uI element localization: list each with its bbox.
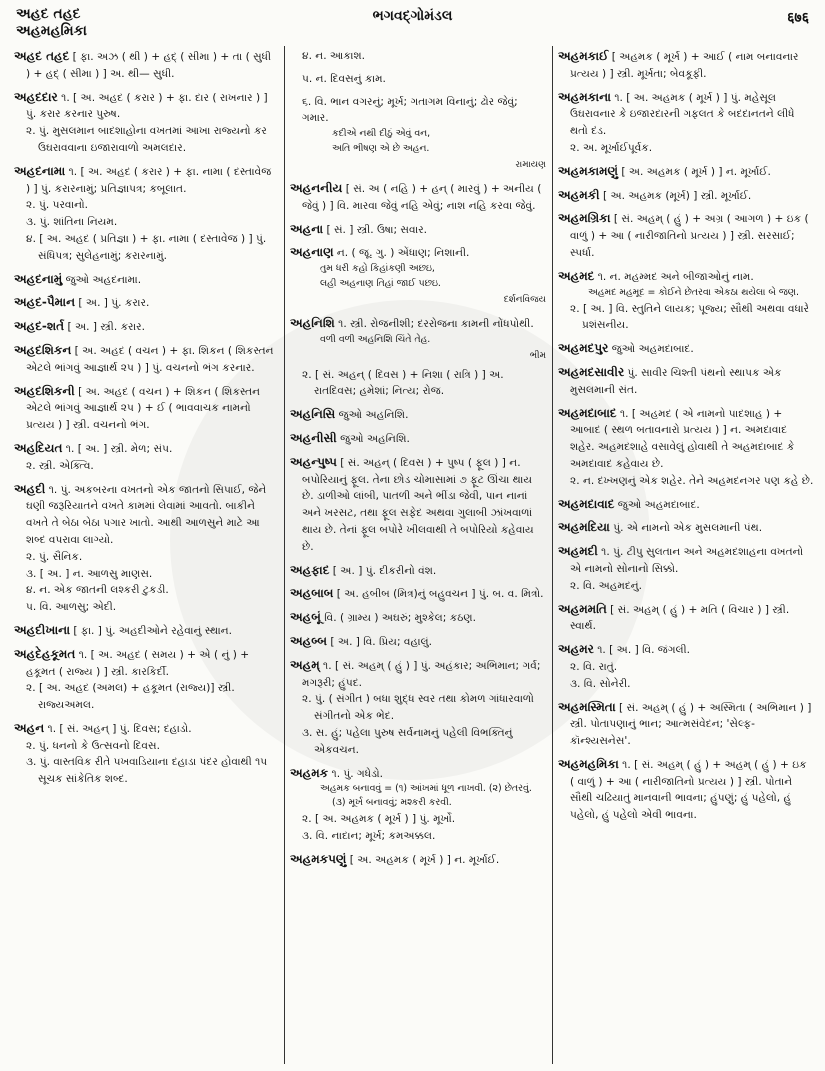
entry-definition: જુઓ અહદનામા. bbox=[62, 273, 142, 286]
entry-headword: અહમદિયા bbox=[558, 520, 610, 535]
entry-definition: ૧. સ્ત્રી. રોજનીશી; દરરોજના કામની નોંધપોથી. bbox=[334, 317, 534, 330]
entry-definition: [ અ. અહદ ( વચન ) + શિકન ( શિકસ્તન એટલે ભાંગવું આજ્ઞાર્થ ૨પ ) + ઈ ( ભાવવાચક નામનો પ્રત્યય ) ] સ્ત્રી. વચનનો ભંગ. bbox=[26, 385, 261, 432]
entry-headword: અહદ તહદ bbox=[14, 49, 70, 63]
entry-definition: [ અ. ] પું. કરાર. bbox=[75, 297, 150, 310]
column-3 bbox=[558, 48, 814, 1064]
entry-definition: [ અહમક ( મૂર્ખ ) + આઈ ( નામ બનાવનાર પ્રત્યય ) ] સ્ત્રી. મૂર્ખતા; બેવકૂફી. bbox=[570, 51, 799, 80]
entry-subsense: ૨. ન. દખ્ખણનું એક શહેર. તેને અહમદનગર પણ કહે છે. bbox=[570, 474, 814, 487]
dictionary-entry bbox=[14, 48, 278, 83]
dictionary-entry bbox=[290, 406, 546, 424]
dictionary-entry bbox=[290, 315, 546, 400]
entry-definition: ૧. [ અ. ] સ્ત્રી. મેળ; સંપ. bbox=[62, 442, 173, 455]
dictionary-entry bbox=[290, 244, 546, 309]
entry-subsense: ૨. વિ. રાતું. bbox=[570, 660, 618, 673]
entry-headword: અહમહમિકા bbox=[558, 756, 619, 771]
dictionary-entry bbox=[558, 89, 814, 157]
entry-definition: ન. ( જૂ. ગુ. ) એંધાણ; નિશાની. bbox=[333, 247, 470, 260]
dictionary-entry bbox=[558, 601, 814, 636]
entry-definition: [ અ. ] વિ. પ્રિય; વહાલું. bbox=[327, 635, 433, 648]
entry-subsense: ૨. [ અ. ] વિ. સ્તુતિને લાયક; પૂજ્ય; સૌથી અથવા વધારે પ્રશંસનીય. bbox=[570, 302, 810, 332]
entry-subsense: ૪. [ અ. અહદ ( પ્રતિજ્ઞા ) + ફા. નામા ( દસ્તાવેજ ) ] પું. સંધિપત્ર; સુલેહનામું; કરારનામું. bbox=[26, 232, 267, 262]
entry-headword: અહબૂં bbox=[290, 610, 321, 625]
dictionary-entry bbox=[290, 609, 546, 627]
entry-headword: અહમમતિ bbox=[558, 601, 607, 616]
entry-subsense: ૨. પું. સૈનિક. bbox=[26, 550, 83, 563]
dictionary-entry bbox=[290, 765, 546, 845]
entry-headword: અહદશિકની bbox=[14, 383, 75, 398]
book-title: ભગવદ્ગોમંડલ bbox=[372, 8, 453, 24]
dictionary-entry bbox=[558, 163, 814, 181]
entry-definition: [ અ. ] પું. દીકરીનો વંશ. bbox=[329, 564, 437, 577]
entry-definition: [ સં. ] સ્ત્રી. ઉષા; સવાર. bbox=[323, 223, 428, 236]
entry-subsense: ૨. પું. મુસલમાન બાદશાહોના વખતમાં આખા રાજ્યનો કર ઉઘરાવવાના ઇજારાવાળો અમલદાર. bbox=[26, 125, 267, 154]
entry-headword: અહદ-શર્ત bbox=[14, 319, 65, 334]
entry-headword: અહમસ્મિતા bbox=[558, 699, 616, 714]
dictionary-entry bbox=[558, 268, 814, 334]
entry-headword: અહદી bbox=[14, 481, 46, 496]
entry-definition: ૧. [ અ. અહમક ( મૂર્ખ ) ] પું. મહેસૂલ ઉઘરાવનાર કે ઇજારદારની ગફલત કે બદદાનતને લીધે થતો દંડ. bbox=[570, 91, 795, 138]
entry-headword: અહમર bbox=[558, 642, 594, 657]
entry-headword: અહબ્બ bbox=[290, 633, 328, 648]
entry-definition: ૧. ન. મહમ્મદ અને બીજાઓનું નામ. bbox=[594, 270, 754, 283]
dictionary-entry bbox=[14, 294, 278, 312]
entry-definition: ૧. [ અહમદ ( એ નામનો પાદશાહ ) + આબાદ ( સ્થળ બતાવનારો પ્રત્યય ) ] ન. અમદાવાદ શહેર. અહમદશાહે વસાવેલું હોવાથી તે અહમદાબાદ કે અમદાવાદ કહેવાય છે. bbox=[570, 407, 795, 470]
entry-subsense: ૩. વિ. સોનેરી. bbox=[570, 677, 631, 690]
entry-definition: ૧. [ અ. અહદ ( કરાર ) + ફા. નામા ( દસ્તાવેજ ) ] પું. કરારનામું; પ્રતિજ્ઞાપત્ર; કબૂલાત. bbox=[26, 165, 272, 195]
entry-definition: વિ. ( ગ્રામ્ય ) અઘરું; મુશ્કેલ; કઠણ. bbox=[320, 612, 476, 625]
entry-headword: અહનીસી bbox=[290, 430, 337, 445]
entry-definition: ૧. [ સં. અહન્ ] પું. દિવસ; દહાડો. bbox=[44, 722, 192, 735]
entry-definition: [ સં. અ ( નહિ ) + હન્ ( મારવું ) + અનીય ( જેવું ) ] વિ. મારવા જેવું નહિ એવું; નાશ નહિ કરવા જેવું. bbox=[302, 182, 542, 212]
entry-quotation: લહી અહનાણ તિહાં જાઈ પછઇ. bbox=[320, 278, 441, 290]
entry-definition: [ અ. અહમક ( મૂર્ખ ) ] ન. મૂર્ખાઈ. bbox=[346, 853, 500, 866]
entry-headword: અહદિયત bbox=[14, 440, 63, 455]
column-1 bbox=[14, 48, 278, 1064]
entry-headword: અહનનીય bbox=[290, 180, 343, 195]
entry-subsense: ૨. પું. ( સંગીત ) બધા શુદ્ધ સ્વર તથા કોમળ ગાંધારવાળો સંગીતનો એક ભેદ. bbox=[302, 693, 534, 723]
dictionary-entry bbox=[14, 271, 278, 289]
entry-headword: અહમદાવાદ bbox=[558, 496, 615, 511]
column-divider bbox=[284, 46, 285, 1064]
dictionary-entry bbox=[290, 94, 546, 174]
entry-headword: અહદેહકૂમત bbox=[14, 646, 76, 661]
entry-headword: અહનિસિ bbox=[290, 407, 336, 422]
dictionary-entry bbox=[14, 481, 278, 616]
dictionary-entry bbox=[290, 221, 546, 239]
dictionary-entry bbox=[558, 340, 814, 358]
entry-definition: ૧. [ અ. ] વિ. જંગલી. bbox=[593, 644, 690, 657]
entry-headword: અહના bbox=[290, 221, 324, 236]
entry-headword: અહમદ bbox=[558, 268, 595, 283]
entry-definition: પું. એ નામનો એક મુસલમાની પંથ. bbox=[609, 522, 763, 535]
dictionary-entry bbox=[558, 364, 814, 399]
entry-quotation: અહમક બનાવવું = (૧) આંખમાં ધૂળ નાખવી. (૨) છેતરવું. (૩) મૂર્ખ બનાવવું; મશ્કરી કરવી. bbox=[320, 783, 532, 809]
dictionary-entry bbox=[558, 405, 814, 490]
dictionary-entry bbox=[14, 720, 278, 788]
entry-quotation: કદીએ નથી દીઠું એવું વન, bbox=[332, 128, 431, 140]
entry-subsense: ૨. [ અ. અહમક ( મૂર્ખ ) ] પું. મૂર્ખો. bbox=[302, 813, 456, 826]
entry-definition: જુઓ અહમદાબાદ. bbox=[614, 498, 700, 511]
guide-word-last: અહમહમિકા bbox=[16, 23, 87, 39]
entry-headword: અહનિશિ bbox=[290, 315, 335, 330]
page-header bbox=[0, 0, 825, 44]
entry-definition: [ સં. અહમ્ ( હું ) + અગ્ર ( આગળ ) + ઇક ( વાળું ) + આ ( નારીજાતિનો પ્રત્યય ) ] સ્ત્રી. સરસાઈ; સ્પર્ધા. bbox=[570, 213, 809, 259]
entry-headword: અહન્પુષ્પ bbox=[290, 454, 337, 469]
entry-headword: અહદશિકન bbox=[14, 342, 72, 357]
entry-headword: અહમકપણું bbox=[290, 851, 347, 866]
quotation-source: ભીમ bbox=[529, 350, 546, 361]
column-divider bbox=[552, 46, 553, 1064]
entry-definition: પ. ન. દિવસનું કામ. bbox=[302, 72, 386, 85]
entry-subsense: ૨. [ સં. અહન્ ( દિવસ ) + નિશા ( રાત્રિ ) ] અ. રાતદિવસ; હમેશાં; નિત્ય; રોજ. bbox=[302, 368, 504, 398]
entry-quotation: અતિ ભીષણ એ છે અહન. bbox=[332, 143, 430, 155]
dictionary-entry bbox=[558, 187, 814, 205]
entry-definition: [ અ. અહમક (મૂર્ખ) ] સ્ત્રી. મૂર્ખાઈ. bbox=[599, 189, 752, 202]
entry-headword: અહદદાર bbox=[14, 89, 58, 104]
entry-headword: અહમદપુર bbox=[558, 341, 609, 356]
dictionary-entry bbox=[14, 318, 278, 336]
dictionary-entry bbox=[290, 454, 546, 556]
entry-definition: જુઓ અહનિશિ. bbox=[335, 409, 409, 422]
entry-headword: અહમદસાવીર bbox=[558, 364, 625, 379]
dictionary-entry bbox=[14, 163, 278, 265]
dictionary-entry bbox=[290, 657, 546, 759]
entry-definition: [ સં. અહમ્ ( હું ) + મતિ ( વિચાર ) ] સ્ત્રી. સ્વાર્થ. bbox=[570, 603, 790, 633]
entry-headword: અહદીખાના bbox=[14, 622, 71, 637]
entry-headword: અહમદાબાદ bbox=[558, 405, 617, 420]
entry-definition: જુઓ અહમદાબાદ. bbox=[608, 343, 694, 356]
entry-headword: અહદનામું bbox=[14, 271, 63, 286]
dictionary-entry bbox=[558, 756, 814, 824]
entry-definition: ૧. [ અ. અહદ ( સમય ) + એ ( નું ) + હકૂમત ( રાજ્ય ) ] સ્ત્રી. કારકિર્દી. bbox=[26, 648, 250, 678]
dictionary-entry bbox=[14, 89, 278, 157]
dictionary-entry bbox=[558, 641, 814, 692]
entry-subsense: ૨. વિ. અહમદનું. bbox=[570, 579, 643, 592]
dictionary-entry bbox=[290, 851, 546, 869]
column-2 bbox=[290, 48, 546, 1064]
entry-subsense: ૩. પું. વાસ્તવિક રીતે પખવાડિયાના દહાડા પંદર હોવાથી ૧પ સૂચક સાંકેતિક શબ્દ. bbox=[26, 756, 268, 786]
dictionary-entry bbox=[290, 562, 546, 580]
page-number: ६७६ bbox=[787, 10, 809, 26]
entry-subsense: ૩. પું. શાંતિના નિયમ. bbox=[26, 216, 118, 229]
entry-definition: જુઓ અહનિશિ. bbox=[336, 432, 410, 445]
dictionary-entry bbox=[558, 496, 814, 514]
entry-definition: ૧. [ સં. અહમ્ ( હું ) ] પું. અહંકાર; અભિમાન; ગર્વ; મગરૂરી; હુંપદ. bbox=[302, 659, 541, 689]
entry-headword: અહમકાના bbox=[558, 89, 611, 104]
entry-subsense: ૪. ન. એક જાતની લશ્કરી ટુકડી. bbox=[26, 584, 169, 597]
entry-definition: [ સં. અહમ્ ( હું ) + અસ્મિતા ( અભિમાન ) ] સ્ત્રી. પોતાપણાનું ભાન; આત્મસંવેદન; 'સેલ્ફ-કૉન્શ્યસનેસ'. bbox=[570, 701, 812, 748]
dictionary-entry bbox=[290, 48, 546, 65]
entry-subsense: ૨. [ અ. અહદ (અમલ) + હકૂમત (રાજ્ય)] સ્ત્રી. રાજ્યઅમલ. bbox=[26, 682, 235, 712]
dictionary-entry bbox=[290, 430, 546, 448]
entry-definition: [ ફા. ] પું. અહદીઓને રહેવાનું સ્થાન. bbox=[70, 624, 232, 637]
dictionary-entry bbox=[558, 543, 814, 594]
dictionary-entry bbox=[290, 180, 546, 215]
entry-subsense: ૨. સ્ત્રી. એક્ત્વિ. bbox=[26, 459, 94, 472]
dictionary-entry bbox=[290, 71, 546, 88]
entry-definition: પું. સાવીર ચિશ્તી પંથનો સ્થાપક એક મુસલમાની સંત. bbox=[570, 366, 782, 396]
entry-headword: અહમકાઈ bbox=[558, 49, 609, 63]
entry-headword: અહમકી bbox=[558, 187, 600, 202]
entry-definition: ૧. પું. ટીપુ સુલતાન અને અહમદશાહના વખતનો એ નામનો સોનાનો સિક્કો. bbox=[570, 546, 804, 575]
entry-headword: અહમગ્રિકા bbox=[558, 211, 611, 226]
entry-subsense: ૩. વિ. નાદાન; મૂર્ખ; કમઅક્કલ. bbox=[302, 830, 436, 843]
guide-word-first: અહદ તહદ bbox=[16, 6, 81, 22]
entry-headword: અહમ્ bbox=[290, 657, 320, 672]
dictionary-entry bbox=[558, 48, 814, 83]
entry-subsense: ૨. પું. પરવાનો. bbox=[26, 199, 89, 212]
dictionary-entry bbox=[14, 646, 278, 714]
entry-subsense: પ. વિ. આળસુ; એદી. bbox=[26, 601, 117, 614]
entry-definition: ૬. વિ. ભાન વગરનું; મૂર્ખ; ગતાગમ વિનાનું; ઢોર જેવું; ગમાર. bbox=[302, 95, 518, 125]
entry-definition: ૧. પું. ગધેડો. bbox=[328, 767, 383, 780]
entry-definition: [ અ. ] સ્ત્રી. કરાર. bbox=[64, 321, 145, 334]
entry-headword: અહનાણ bbox=[290, 245, 334, 260]
dictionary-entry bbox=[290, 585, 546, 603]
dictionary-entry bbox=[14, 622, 278, 640]
entry-subsense: ૨. પું. ધનનો કે ઉત્સવનો દિવસ. bbox=[26, 739, 160, 752]
entry-subsense: ૩. [ અ. ] ન. આળસુ માણસ. bbox=[26, 567, 153, 580]
entry-headword: અહમકામણું bbox=[558, 163, 619, 178]
entry-definition: ૧. પું. અકબરના વખતનો એક જાતનો સિપાઈ, જેને ઘણી જરૂરિયાતને વખતે કામમાં લેવામાં આવતો. બાકીને વખતે તે બેઠા બેઠા પગાર ખાતો. આથી આળસુને માટે આ શબ્દ વપરાવા લાગ્યો. bbox=[26, 483, 267, 546]
entry-definition: ૧. [ અ. અહદ ( કરાર ) + ફા. દાર ( રાખનાર ) ] પું. કરાર કરનાર પુરુષ. bbox=[26, 91, 268, 121]
dictionary-entry bbox=[558, 699, 814, 750]
entry-quotation: વળી વળી અહનિશિ ચિંતે તેહ. bbox=[320, 333, 431, 345]
entry-headword: અહદ-પૈમાન bbox=[14, 295, 76, 310]
entry-definition: [ સં. અહન્ ( દિવસ ) + પુષ્પ ( ફૂલ ) ] ન. બપોરિયાનું ફૂલ. તેના છોડ ચોમાસામાં ૭ ફૂટ ઊંચા થાય છે. ડાળીઓ લાંબી, પાતળી અને ભીંડા જેવી, પાન નાનાં અને ખરસટ, તથા ફૂલ સફેદ અથવા ગુલાબી ઝાંખવાળાં થાય છે. તેનાં ફૂલ બપોરે ખીલવાથી તે બપોરિયો કહેવાય છે. bbox=[302, 456, 534, 553]
entry-headword: અહમક bbox=[290, 765, 329, 780]
entry-headword: અહમદી bbox=[558, 544, 598, 559]
entry-definition: [ અ. અહમક ( મૂર્ખ ) ] ન. મૂર્ખાઈ. bbox=[618, 165, 771, 178]
entry-headword: અહન bbox=[14, 720, 45, 735]
dictionary-entry bbox=[290, 633, 546, 651]
entry-subsense: ૨. અ. મૂર્ખાઈપૂર્વક. bbox=[570, 141, 653, 154]
entry-subsense: ૩. સ. હું; પહેલા પુરુષ સર્વનામનું પહેલી વિભક્તિનું એકવચન. bbox=[302, 726, 513, 756]
entry-definition: [ ફા. અઝ ( થી ) + હદ્ ( સીમા ) + તા ( સુધી ) + હદ્ ( સીમા ) ] અ. થી— સુધી. bbox=[26, 51, 272, 80]
dictionary-entry bbox=[14, 440, 278, 475]
entry-definition: ૧. [ સં. અહમ્ ( હું ) + અહમ્ ( હું ) + ઇક ( વાળું ) + આ ( નારીજાતિનો પ્રત્યય ) ] સ્ત્રી. પોતાને સૌથી ચઢિયાતું માનવાની ભાવના; હુંપણું; હું પહેલો, હું પહેલો, હું પહેલો એવી ભાવના. bbox=[570, 758, 807, 822]
dictionary-entry bbox=[558, 210, 814, 261]
entry-headword: અહબાબ bbox=[290, 586, 334, 601]
entry-quotation: અહમદ મહમૂદ = કોઈને છેતરવા એકઠા થયેલા બે જણ. bbox=[588, 286, 799, 298]
quotation-source: રામાયણ bbox=[515, 160, 546, 171]
dictionary-entry bbox=[14, 383, 278, 434]
entry-definition: [ અ. હબીબ (મિત્ર)નું બહુવચન ] પું. બ. વ. મિત્રો. bbox=[333, 588, 544, 601]
entry-headword: અહફાદ bbox=[290, 562, 330, 577]
entry-definition: ૪. ન. આકાશ. bbox=[302, 50, 366, 62]
entry-definition: [ અ. અહદ ( વચન ) + ફા. શિકન ( શિકસ્તન એટલે ભાંગવું આજ્ઞાર્થ ૨પ ) ] પું. વચનનો ભંગ કરનાર. bbox=[26, 344, 274, 374]
entry-headword: અહદનામા bbox=[14, 163, 66, 178]
quotation-source: દર્શનવિજય bbox=[503, 295, 546, 306]
dictionary-entry bbox=[558, 519, 814, 537]
dictionary-entry bbox=[14, 342, 278, 377]
entry-quotation: તુમ ધરી કહો કિહાંકણી અછઇ, bbox=[320, 263, 435, 275]
